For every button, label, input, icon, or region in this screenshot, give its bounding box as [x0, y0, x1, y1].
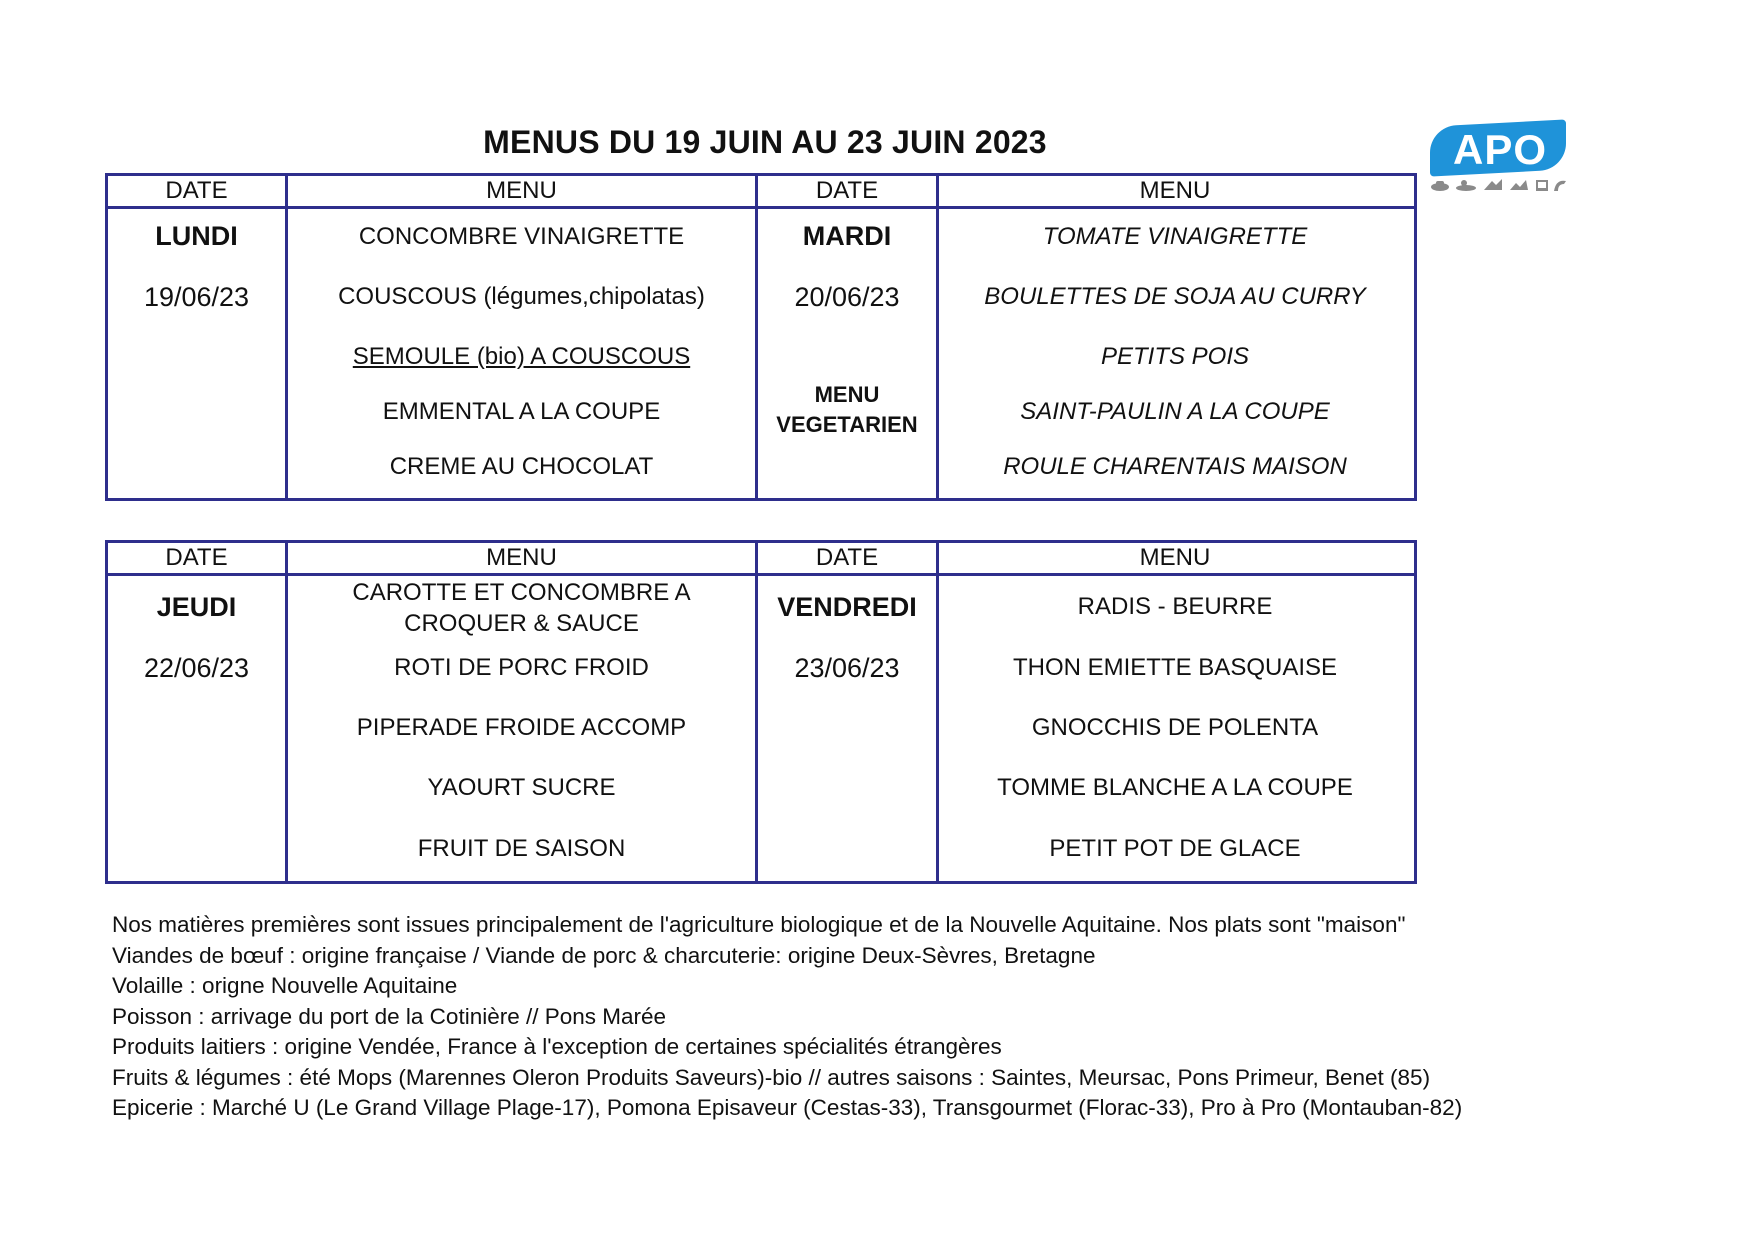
header-menu: MENU [1139, 544, 1211, 571]
header-menu: MENU [1139, 177, 1211, 204]
menu-item: GNOCCHIS DE POLENTA [1031, 714, 1319, 741]
menu-item: CAROTTE ET CONCOMBRE A CROQUER & SAUCE [352, 579, 691, 637]
sourcing-notes [112, 910, 1672, 1124]
day-name: VENDREDI [777, 592, 917, 622]
day-date: 20/06/23 [794, 282, 900, 312]
menu-item: EMMENTAL A LA COUPE [382, 398, 661, 425]
menu-item: BOULETTES DE SOJA AU CURRY [984, 283, 1366, 310]
day-date: 19/06/23 [143, 282, 250, 312]
menu-table-week1 [105, 173, 1417, 501]
note-line: Epicerie : Marché U (Le Grand Village Plage-17), Pomona Episaveur (Cestas-33), Transgourmet (Florac-33), Pro à Pro (Montauban-82) [112, 1095, 1463, 1120]
day-name: LUNDI [155, 221, 238, 251]
header-date: DATE [165, 177, 228, 204]
menu-item: SEMOULE (bio) A COUSCOUS [352, 343, 691, 370]
menu-table-week2 [105, 540, 1417, 884]
menu-item: PETITS POIS [1100, 343, 1250, 370]
day-date: 23/06/23 [794, 653, 900, 683]
day-date: 22/06/23 [143, 653, 250, 683]
note-line: Produits laitiers : origine Vendée, France à l'exception de certaines spécialités étrangères [112, 1034, 1002, 1059]
menu-item: PETIT POT DE GLACE [1049, 835, 1301, 862]
logo-pictograms-icon [1430, 175, 1570, 195]
header-menu: MENU [486, 544, 557, 571]
note-line: Poisson : arrivage du port de la Cotinière // Pons Marée [112, 1003, 667, 1029]
header-date: DATE [165, 544, 228, 571]
menu-item: COUSCOUS (légumes,chipolatas) [338, 283, 705, 310]
header-divider [108, 206, 1414, 209]
menu-item: CONCOMBRE VINAIGRETTE [358, 223, 685, 250]
menu-item: CREME AU CHOCOLAT [389, 453, 654, 480]
header-divider [108, 573, 1414, 576]
note-line: Fruits & légumes : été Mops (Marennes Oleron Produits Saveurs)-bio // autres saisons : Saintes, Meursac, Pons Primeur, Benet (85) [112, 1064, 1431, 1090]
note-line: Volaille : origne Nouvelle Aquitaine [112, 973, 458, 998]
note-line: Nos matières premières sont issues principalement de l'agriculture biologique et de la Nouvelle Aquitaine. Nos plats sont "maison" [112, 912, 1406, 937]
logo-text: APO [1452, 126, 1547, 173]
header-date: DATE [815, 544, 879, 571]
menu-item: TOMATE VINAIGRETTE [1042, 223, 1308, 250]
menu-item: FRUIT DE SAISON [417, 835, 626, 862]
menu-item: TOMME BLANCHE A LA COUPE [997, 774, 1353, 801]
vegetarian-label: VEGETARIEN [776, 412, 918, 437]
menu-item: RADIS - BEURRE [1077, 593, 1273, 620]
page-title: MENUS DU 19 JUIN AU 23 JUIN 2023 [483, 124, 1047, 160]
apo-logo [1428, 120, 1570, 196]
vegetarian-label: MENU [814, 382, 880, 407]
menu-item: ROTI DE PORC FROID [394, 654, 649, 681]
note-line: Viandes de bœuf : origine française / Viande de porc & charcuterie: origine Deux-Sèvres, Bretagne [112, 942, 1096, 968]
header-menu: MENU [486, 177, 557, 204]
menu-item: YAOURT SUCRE [427, 774, 616, 801]
menu-item: PIPERADE FROIDE ACCOMP [356, 714, 687, 741]
day-name: MARDI [802, 221, 892, 251]
header-date: DATE [815, 177, 879, 204]
column-divider [285, 543, 288, 881]
day-name: JEUDI [156, 592, 237, 622]
menu-item: SAINT-PAULIN A LA COUPE [1020, 398, 1330, 425]
menu-item: ROULE CHARENTAIS MAISON [1003, 453, 1347, 480]
menu-item: THON EMIETTE BASQUAISE [1012, 654, 1338, 681]
